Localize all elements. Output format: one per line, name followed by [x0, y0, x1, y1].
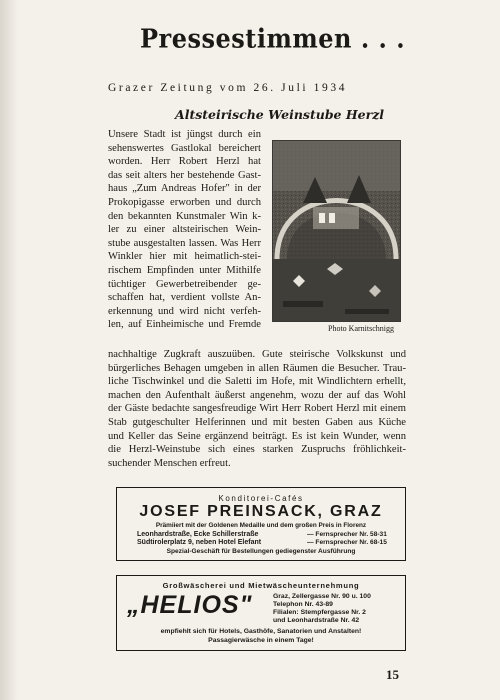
text-line: erkennung und wird nicht verfeh- — [108, 305, 261, 317]
text-line: die Herzl-Weinstube sich eines starken Zuspruchs fröhlichkeit- — [108, 444, 406, 456]
ad-kicker: Konditorei-Cafés — [218, 494, 304, 503]
text-line: und Keller das Seine ergänzend beiträgt. Es ist kein Wunder, wenn — [108, 430, 406, 442]
ad-phone-2: — Fernsprecher Nr. 68-15 — [307, 539, 387, 546]
text-line: suchender Menschen erfreut. — [108, 457, 231, 469]
text-line: ler zu einer altsteirischen Wein- — [108, 224, 261, 236]
ad-company-name: JOSEF PREINSACK, GRAZ — [139, 503, 383, 520]
text-line: rischem Empfinden unter Mithilfe — [108, 264, 261, 276]
wine-tavern-illustration — [273, 141, 400, 321]
text-line: liche Tischwinkel und die Saletti im Hofe, mit Windlichtern erhellt, — [108, 376, 406, 388]
article-left-column — [108, 128, 261, 332]
ad-address-line: Filialen: Stempfergasse Nr. 2 — [273, 609, 366, 616]
text-line: den bekannten Kunstmaler Win k- — [108, 210, 261, 222]
text-line: stube ausgestalten lassen. Was Herr — [108, 237, 261, 249]
text-line: nachhaltige Zugkraft auszuüben. Gute steirische Volkskunst und — [108, 349, 406, 360]
text-line: Stab gutgeschulter Helferinnen und mit besten Gaben aus Küche — [108, 416, 406, 428]
text-line: worden. Herr Robert Herzl hat — [108, 156, 261, 168]
text-line: tüchtiger Gewerbetreibender ge- — [108, 278, 261, 290]
ad-address-line: Graz, Zellergasse Nr. 90 u. 100 — [273, 593, 371, 600]
text-line: machen den Aufenthalt äußerst angenehm, wozu der auf das Wohl — [108, 389, 406, 401]
text-line: das seit alters her bestehende Gast- — [108, 169, 261, 181]
text-line: bürgerliches Behagen umgeben in allen Räumen die Besucher. Trau- — [108, 362, 406, 374]
ad-phone-1: — Fernsprecher Nr. 58-31 — [307, 531, 387, 538]
ad-address-line: Telephon Nr. 43-89 — [273, 601, 333, 608]
ad-address-1: Leonhardstraße, Ecke Schillerstraße — [137, 531, 259, 538]
text-line: schaffen hat, verdient vollste An- — [108, 292, 261, 304]
ad-award-line: Prämiiert mit der Goldenen Medaille und dem großen Preis in Florenz — [155, 522, 367, 529]
text-line: len, auf Einheimische und Fremde — [108, 319, 261, 331]
page-edge-shadow — [0, 0, 18, 700]
article-title: Altsteirische Weinstube Herzl — [175, 107, 385, 122]
ad-kicker: Großwäscherei und Mietwäscheunternehmung — [162, 581, 360, 590]
text-line: sehenswertes Gastlokal bereichert — [108, 142, 261, 154]
text-line: Winkler hier mit heimatlich-stei- — [108, 251, 261, 263]
preinsack-advertisement — [116, 487, 406, 561]
page-heading: Pressestimmen . . . — [140, 22, 406, 54]
text-line: haus „Zum Andreas Hofer" in der — [108, 183, 261, 195]
text-line: Prokopigasse erworben und durch — [108, 196, 261, 208]
page-number: 15 — [386, 667, 399, 682]
article-photo — [272, 140, 401, 322]
article-continuation — [108, 348, 406, 470]
ad-tagline: empfiehlt sich für Hotels, Gasthöfe, Sanatorien und Anstalten! — [160, 628, 362, 635]
text-line: Unsere Stadt ist jüngst durch ein — [108, 129, 261, 140]
ad-tagline: Passagierwäsche in einem Tage! — [208, 637, 314, 644]
article-source-line: Grazer Zeitung vom 26. Juli 1934 — [108, 82, 348, 94]
ad-address-line: und Leonhardstraße Nr. 42 — [273, 617, 360, 624]
helios-advertisement — [116, 575, 406, 651]
text-line: der Gäste bedachte sangesfreudige Wirt Herr Robert Herzl mit einem — [108, 403, 406, 415]
ad-address-2: Südtirolerplatz 9, neben Hotel Elefant — [137, 539, 262, 546]
ad-specialty-line: Spezial-Geschäft für Bestellungen gediegenster Ausführung — [166, 548, 356, 555]
photo-caption: Photo Karnitschnigg — [328, 324, 394, 333]
ad-brand-name: „HELIOS" — [127, 591, 253, 619]
